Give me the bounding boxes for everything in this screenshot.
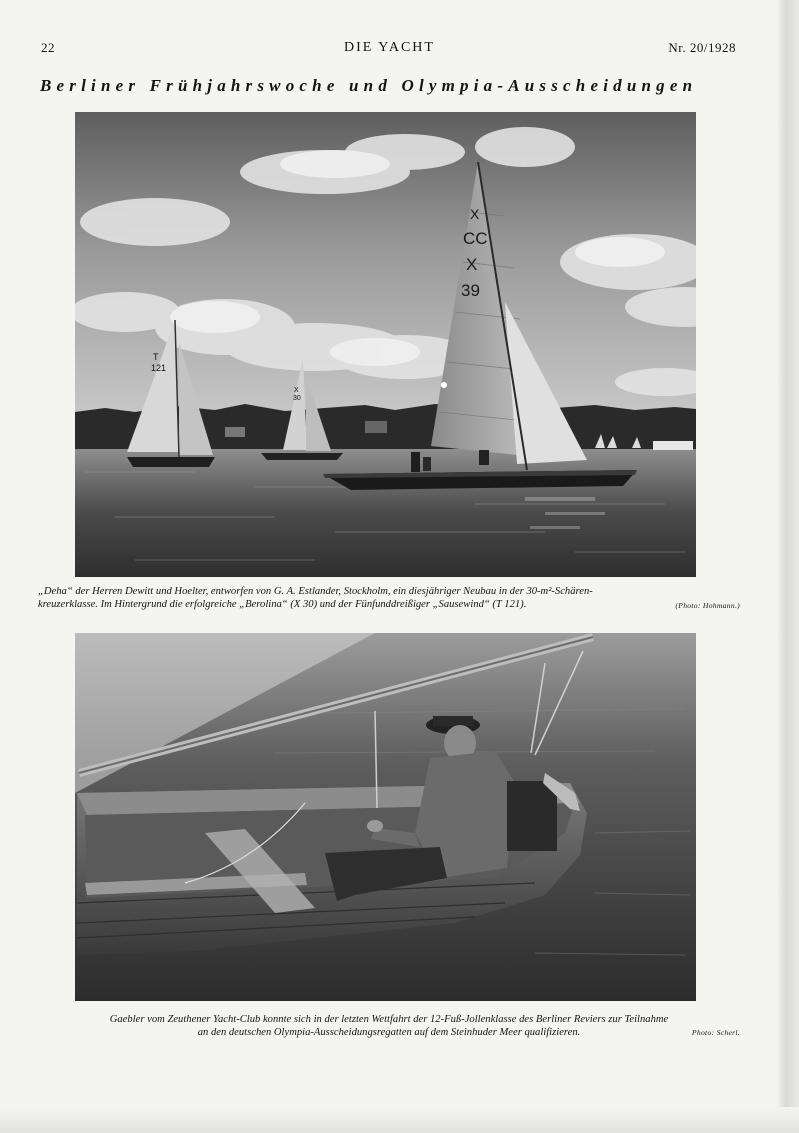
sail-number-x: X (466, 255, 478, 274)
page-number: 22 (41, 40, 55, 55)
photo1-caption-line2-row (38, 599, 740, 612)
photo2-credit: Photo: Scherl. (691, 1027, 740, 1037)
photo2-caption-line1: Gaebler vom Zeuthener Yacht-Club konnte sich in der letzten Wettfahrt der 12-Fuß-Jollenklasse des Berliner Reviers zur Teilnahme (109, 1014, 669, 1025)
sail-number-t121-letter: T (153, 352, 159, 362)
issue-number: Nr. 20/1928 (668, 40, 736, 55)
photo1-caption-line2: kreuzerklasse. Im Hintergrund die erfolgreiche „Berolina“ (X 30) und der Fünfunddreißiger „Sausewind“ (T 121). (38, 598, 527, 610)
photo1-caption (38, 586, 740, 612)
page-edge (777, 0, 799, 1133)
dinghy-photo (75, 633, 696, 1001)
sail-number-x30-digits: 30 (293, 395, 301, 402)
photo2-caption (38, 1014, 740, 1039)
sailboat-photo (75, 112, 696, 577)
article-headline: Berliner Frühjahrswoche und Olympia-Ausscheidungen (40, 76, 698, 95)
photo1-caption-line1: „Deha“ der Herren Dewitt und Hoelter, entworfen von G. A. Estlander, Stockholm, ein diesjähriger Neubau in der 30-m²-Schären- (38, 586, 593, 597)
magazine-title: DIE YACHT (344, 40, 435, 55)
sail-number-t121-digits: 121 (151, 363, 167, 373)
sail-number-x-top: X (470, 206, 480, 222)
photo2-caption-line2: an den deutschen Olympia-Ausscheidungsregatten auf dem Steinhuder Meer qualifizieren. (197, 1026, 581, 1038)
sail-number-cc: CC (463, 229, 488, 248)
sail-number-39: 39 (461, 281, 480, 300)
sail-number-x30-letter: X (294, 387, 299, 394)
photo1-credit: (Photo: Hohmann.) (675, 600, 740, 610)
page-bottom-edge (0, 1107, 799, 1133)
